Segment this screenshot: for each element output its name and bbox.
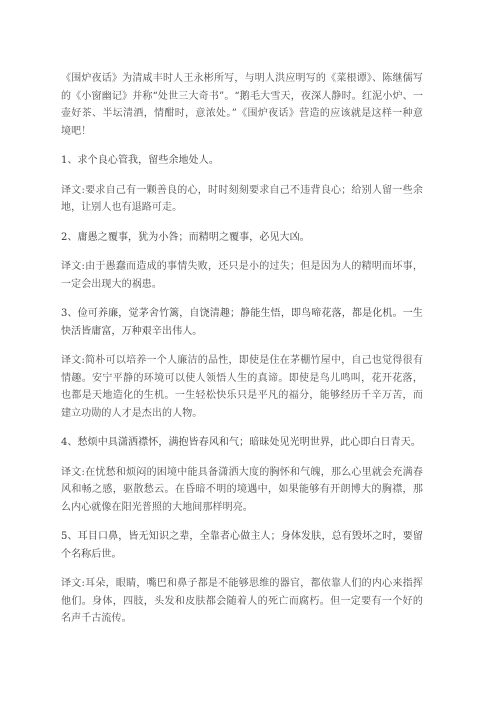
translation-3: 译文:简朴可以培养一个人廉洁的品性，即使是住在茅棚竹屋中，自己也觉得很有情趣。安宁平静的环境可以使人领悟人生的真谛。即使是鸟儿鸣叫，花开花落，也都是天地造化的生机。一生轻松快乐只是平凡的福分，能够经历千辛万苦，而建立功勋的人才是杰出的人物。 <box>61 355 423 419</box>
translation-1: 译文:要求自己有一颗善良的心，时时刻刻要求自己不违背良心；给别人留一些余地，让别人也有退路可走。 <box>61 184 423 213</box>
translation-4: 译文:在忧愁和烦闷的困境中能具备潇洒大度的胸怀和气魄，那么心里就会充满春风和畅之感，驱散愁云。在昏暗不明的境遇中，如果能够有开朗博大的胸襟，那么内心就像在阳光普照的大地间那样明亮。 <box>61 466 423 513</box>
saying-1: 1、求个良心管我，留些余地处人。 <box>61 155 219 166</box>
saying-4: 4、愁烦中具潇洒襟怀，满抱皆春风和气；暗昧处见光明世界，此心即白日青天。 <box>61 437 421 448</box>
intro-paragraph: 《围炉夜话》为清咸丰时人王永彬所写，与明人洪应明写的《菜根谭》、陈继儒写的《小窗幽记》并称“处世三大奇书”。“鹅毛大雪天，夜深人静时。红泥小炉、一壶好茶、半坛清酒，情酣时，意浓处。”《围炉夜话》营造的应该就是这样一种意境吧！ <box>61 73 423 137</box>
saying-3: 3、俭可养廉，觉茅舍竹篱，自饶清趣；静能生悟，即鸟啼花落，都是化机。一生快活皆庸富，万种艰辛出伟人。 <box>61 308 423 337</box>
translation-2: 译文:由于愚蠢而造成的事情失败，还只是小的过失；但是因为人的精明而坏事，一定会出现大的祸患。 <box>61 261 423 290</box>
document-body <box>61 70 423 640</box>
translation-5: 译文:耳朵，眼睛，嘴巴和鼻子都是不能够思维的器官，都依靠人们的内心来指挥他们。身体，四肢，头发和皮肤都会随着人的死亡而腐朽。但一定要有一个好的名声千古流传。 <box>61 578 423 624</box>
saying-5: 5、耳目口鼻，皆无知识之辈，全靠者心做主人；身体发肤，总有毁坏之时，要留个名称后世。 <box>61 531 423 560</box>
saying-2: 2、庸愚之覆事，犹为小咎；而精明之覆事，必见大凶。 <box>61 231 310 243</box>
